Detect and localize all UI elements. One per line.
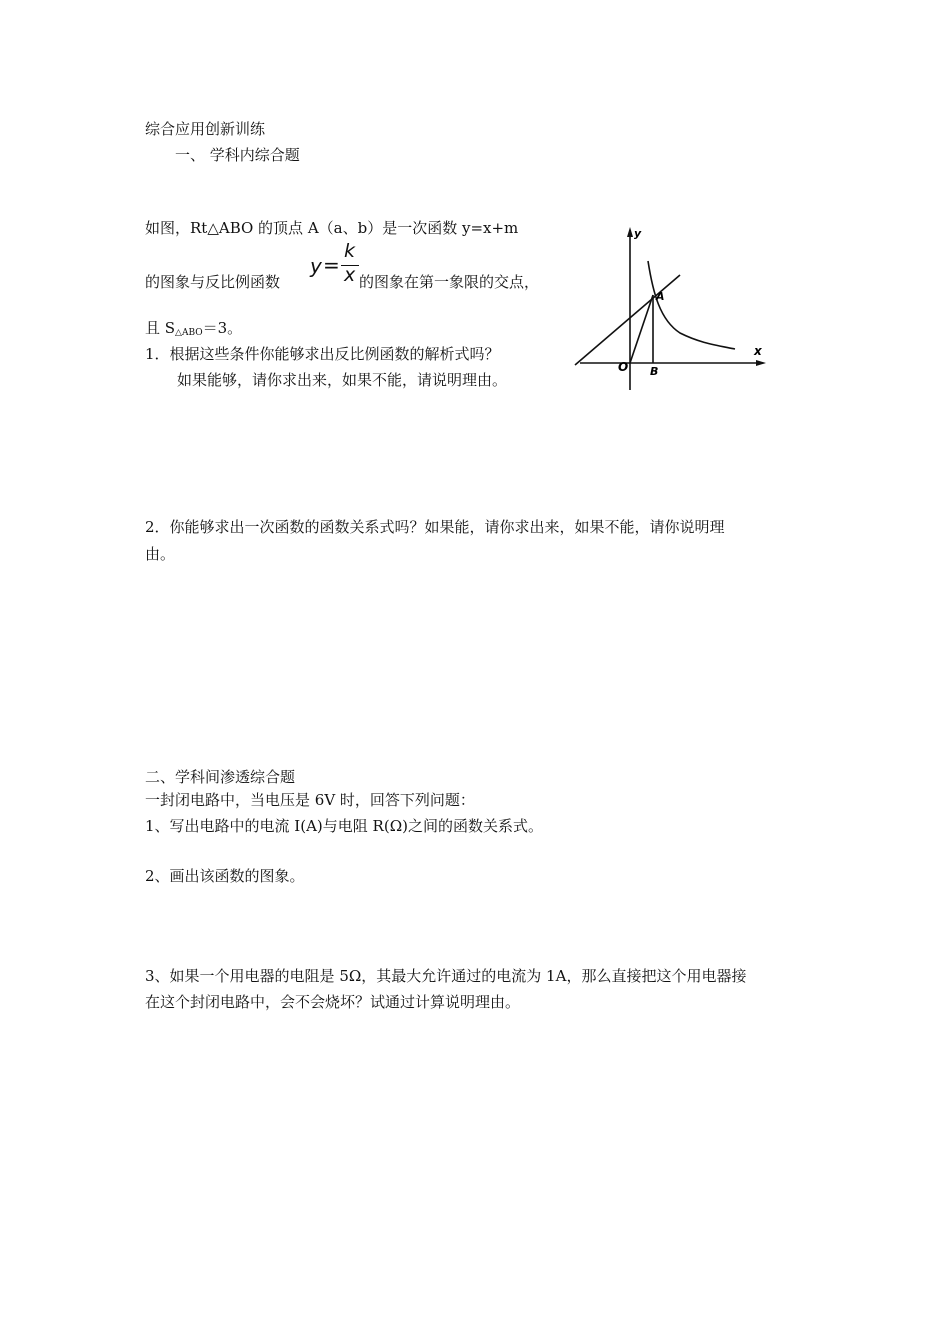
formula-denominator: x [344,264,356,286]
formula-equals: = [323,253,340,277]
y-axis-label: y [634,227,642,240]
page-title: 综合应用创新训练 [145,120,266,138]
origin-label: O [618,360,629,374]
question2-line2: 由。 [145,545,176,563]
point-b-label: B [650,365,659,378]
hyperbola-curve [648,261,735,349]
segment-oa [630,295,653,363]
linear-function-line [575,275,680,365]
area-prefix: 且 S [145,319,176,337]
area-condition [145,318,242,341]
question1-line2: 如果能够，请你求出来，如果不能，请说明理由。 [177,371,508,389]
x-axis-label: x [754,344,762,358]
function-graph-figure [570,225,770,395]
section1-heading: 一、 学科内综合题 [175,146,300,164]
section2-question2: 2、画出该函数的图象。 [145,867,305,885]
area-suffix: ＝3。 [202,319,243,337]
section2-heading: 二、学科间渗透综合题 [145,768,296,786]
point-a-label: A [656,290,665,303]
section2-question1: 1、写出电路中的电流 I(A)与电阻 R(Ω)之间的函数关系式。 [145,817,543,835]
section2-intro: 一封闭电路中，当电压是 6V 时，回答下列问题： [145,791,475,809]
y-axis-arrow [627,227,633,237]
problem-intro-line2-right: 的图象在第一象限的交点， [359,273,540,291]
question2-line1: 2．你能够求出一次函数的函数关系式吗？如果能，请你求出来，如果不能，请你说明理 [145,518,725,536]
section2-question3-line2: 在这个封闭电路中，会不会烧坏？试通过计算说明理由。 [145,993,521,1011]
formula-numerator: k [344,240,356,262]
problem-intro-line2-left: 的图象与反比例函数 [145,273,281,291]
area-subscript: △ABO [175,328,203,338]
x-axis-arrow [756,360,766,366]
section2-question3-line1: 3、如果一个用电器的电阻是 5Ω，其最大允许通过的电流为 1A，那么直接把这个用电器接 [145,967,747,985]
problem-intro-line1: 如图，Rt△ABO 的顶点 A（a、b）是一次函数 y=x+m [145,219,519,237]
inverse-function-formula [310,242,360,292]
question1-line1: 1．根据这些条件你能够求出反比例函数的解析式吗？ [145,345,500,363]
formula-lhs: y [310,254,322,278]
